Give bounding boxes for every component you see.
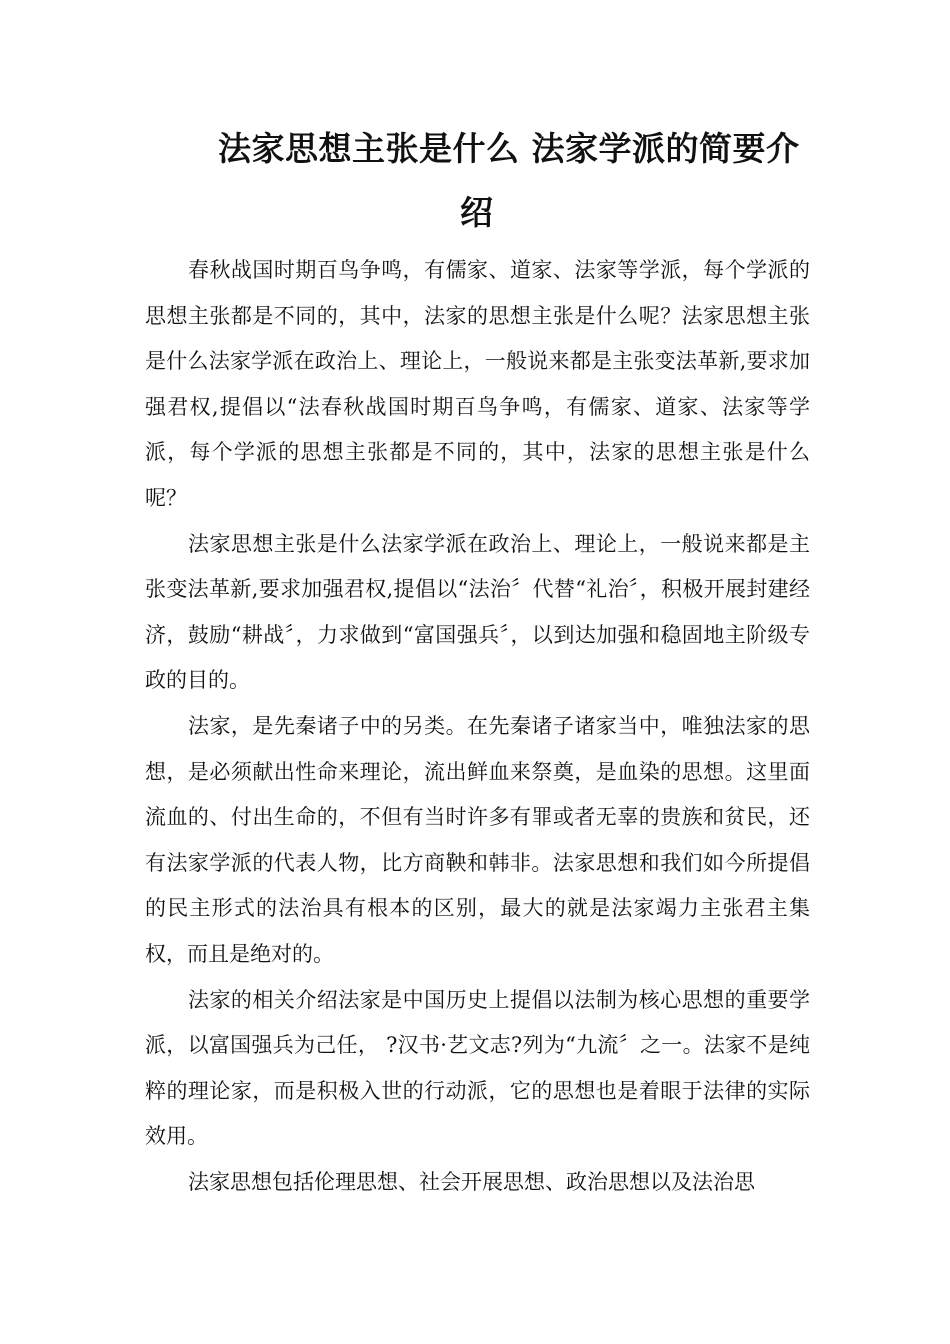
document-body [145, 248, 810, 1205]
paragraph-1: 春秋战国时期百鸟争鸣，有儒家、道家、法家等学派，每个学派的思想主张都是不同的，其中，法家的思想主张是什么呢？法家思想主张是什么法家学派在政治上、理论上，一般说来都是主张变法革新,要求加强君权,提倡以“法春秋战国时期百鸟争鸣，有儒家、道家、法家等学派，每个学派的思想主张都是不同的，其中，法家的思想主张是什么呢？ [145, 258, 810, 510]
paragraph-5: 法家思想包括伦理思想、社会开展思想、政治思想以及法治思 [188, 1169, 755, 1194]
paragraph-3: 法家，是先秦诸子中的另类。在先秦诸子诸家当中，唯独法家的思想，是必须献出性命来理论，流出鲜血来祭奠，是血染的思想。这里面流血的、付出生命的，不但有当时许多有罪或者无辜的贵族和贫民，还有法家学派的代表人物，比方商鞅和韩非。法家思想和我们如今所提倡的民主形式的法治具有根本的区别，最大的就是法家竭力主张君主集权，而且是绝对的。 [145, 713, 810, 966]
title-line-1: 法家思想主张是什么 法家学派的简要介 [218, 129, 800, 168]
paragraph-2: 法家思想主张是什么法家学派在政治上、理论上，一般说来都是主张变法革新,要求加强君权,提倡以“法治〞代替“礼治〞，积极开展封建经济，鼓励“耕战〞，力求做到“富国强兵〞，以到达加强和稳固地主阶级专政的目的。 [145, 531, 810, 693]
document-title [218, 116, 818, 232]
paragraph-4: 法家的相关介绍法家是中国历史上提倡以法制为核心思想的重要学派，以富国强兵为己任， ?汉书·艺文志?列为“九流〞之一。法家不是纯粹的理论家，而是积极入世的行动派，它的思想也是着眼于法律的实际效用。 [145, 987, 810, 1149]
title-line-2: 绍 [460, 193, 494, 232]
